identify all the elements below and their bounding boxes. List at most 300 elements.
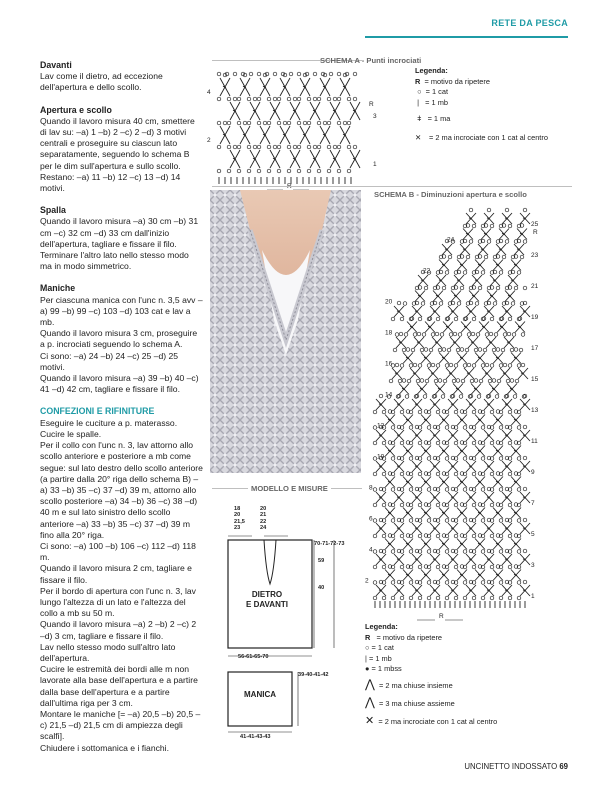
chain-icon	[440, 333, 444, 337]
chain-icon	[327, 97, 331, 101]
crossed-stitch-icon	[502, 301, 512, 317]
crossed-stitch-icon	[466, 518, 476, 534]
crossed-stitch-icon	[484, 549, 494, 565]
chain-icon	[373, 503, 377, 507]
crossed-stitch-icon	[520, 301, 530, 317]
chain-icon	[481, 596, 485, 600]
chain-icon	[499, 271, 503, 275]
schema-a-title: SCHEMA A - Punti incrociati	[320, 56, 422, 65]
chain-icon	[418, 472, 422, 476]
chain-icon	[267, 169, 271, 173]
chain-icon	[427, 550, 431, 554]
crossed-stitch-icon	[460, 239, 470, 255]
crossed-stitch-icon	[376, 580, 386, 596]
chain-icon	[472, 364, 476, 368]
chain-icon	[490, 410, 494, 414]
chain-icon	[424, 286, 428, 290]
crossed-stitch-icon	[430, 301, 440, 317]
single-crochet-icon: |	[417, 97, 419, 107]
chain-icon	[297, 97, 301, 101]
chain-icon	[400, 410, 404, 414]
row-number: 4	[207, 89, 211, 96]
legend-b-mbss: ● = 1 mbss	[365, 664, 402, 673]
chain-icon	[227, 121, 231, 125]
chain-icon	[445, 364, 449, 368]
chain-icon	[448, 255, 452, 259]
dim-width: 56-61-65-70	[238, 654, 269, 660]
chain-icon	[461, 379, 465, 383]
chain-icon	[337, 145, 341, 149]
crossed-stitch-icon	[511, 441, 521, 457]
chain-icon	[472, 317, 476, 321]
legend-a-repeat: R = motivo da ripetere	[415, 76, 490, 86]
chain-icon	[463, 457, 467, 461]
chain-icon	[481, 426, 485, 430]
crossed-stitch-icon	[421, 441, 431, 457]
chain-icon	[425, 379, 429, 383]
crossed-stitch-icon	[430, 549, 440, 565]
crossed-stitch-icon	[484, 301, 494, 317]
legend-b-cat: ○ = 1 cat	[365, 643, 394, 652]
schema-b-legend	[365, 622, 575, 727]
crossed-stitch-icon	[394, 518, 404, 534]
row-number: 4	[369, 546, 373, 554]
heading-apertura: Apertura e scollo	[40, 104, 112, 115]
crossed-stitch-icon	[520, 456, 530, 472]
crossed-stitch-icon	[376, 549, 386, 565]
crossed-stitch-icon	[403, 441, 413, 457]
legend-b-cross: ✕ = 2 ma incrociate con 1 cat al centro	[365, 714, 498, 727]
chain-icon	[483, 348, 487, 352]
chain-icon	[472, 565, 476, 569]
crossed-stitch-icon	[511, 534, 521, 550]
schema-b-title: SCHEMA B - Diminuzioni apertura e scollo	[374, 190, 527, 199]
chain-icon	[416, 379, 420, 383]
chain-icon	[476, 333, 480, 337]
chain-icon	[427, 519, 431, 523]
crossed-stitch-icon	[484, 456, 494, 472]
chain-icon	[313, 72, 317, 76]
crossed-stitch-icon	[394, 580, 404, 596]
chain-icon	[517, 519, 521, 523]
row-number: 1	[373, 161, 377, 168]
chain-icon	[382, 534, 386, 538]
chain-icon	[481, 519, 485, 523]
chain-icon	[267, 97, 271, 101]
chain-icon	[488, 379, 492, 383]
chain-icon	[521, 333, 525, 337]
para-maniche-4: Quando il lavoro misura –a) 39 –b) 40 –c) 41 –d) 42 cm, tagliare e fissare il filo.	[40, 373, 199, 395]
chain-icon	[508, 441, 512, 445]
chain-icon	[405, 395, 409, 399]
row-number: 1	[531, 593, 535, 600]
chain-icon	[460, 286, 464, 290]
crossed-stitch-icon	[502, 394, 512, 410]
chain-icon	[470, 379, 474, 383]
crossed-stitch-icon	[475, 255, 485, 271]
chain-icon	[391, 457, 395, 461]
chain-icon	[517, 596, 521, 600]
crossed-stitch-icon	[220, 73, 230, 96]
chain-icon	[454, 472, 458, 476]
chain-icon	[499, 596, 503, 600]
chain-icon	[382, 503, 386, 507]
chain-icon	[454, 534, 458, 538]
chain-icon	[505, 240, 509, 244]
dim-sleeve-width: 41-41-43-43	[240, 734, 271, 740]
crossed-stitch-icon	[433, 286, 443, 302]
chain-icon	[249, 72, 253, 76]
crossed-stitch-icon: ✕	[415, 132, 422, 142]
chain-icon	[499, 426, 503, 430]
chain-icon	[329, 72, 333, 76]
crossed-stitch-icon	[484, 487, 494, 503]
chain-icon	[307, 145, 311, 149]
chain-icon	[337, 121, 341, 125]
chain-icon	[478, 286, 482, 290]
chain-icon	[454, 565, 458, 569]
crossed-stitch-icon	[520, 580, 530, 596]
chain-icon	[445, 488, 449, 492]
chain-icon	[457, 302, 461, 306]
crossed-stitch-icon	[479, 317, 489, 333]
crossed-stitch-icon	[350, 97, 360, 120]
chain-icon	[217, 97, 221, 101]
chain-icon	[287, 121, 291, 125]
chain-icon	[391, 488, 395, 492]
chain-icon	[427, 364, 431, 368]
chain-icon	[517, 488, 521, 492]
chain-icon	[517, 271, 521, 275]
chain-icon	[493, 302, 497, 306]
chain-icon	[418, 565, 422, 569]
crossed-stitch-icon	[403, 503, 413, 519]
crossed-stitch-icon	[403, 410, 413, 426]
chain-icon	[445, 581, 449, 585]
chain-icon	[297, 145, 301, 149]
row-number: 20	[385, 298, 393, 306]
chain-icon	[519, 348, 523, 352]
chain-icon	[347, 121, 351, 125]
chain-icon	[227, 97, 231, 101]
crossed-stitch-icon	[481, 224, 491, 240]
chain-icon	[445, 519, 449, 523]
heading-maniche: Maniche	[40, 283, 76, 294]
section-tag: RETE DA PESCA	[491, 18, 568, 28]
chain-icon	[373, 565, 377, 569]
slip-stitch-icon: ●	[365, 664, 370, 673]
row-number: 19	[531, 314, 539, 321]
chain-icon	[400, 503, 404, 507]
chain-icon	[418, 364, 422, 368]
heading-spalla: Spalla	[40, 205, 66, 216]
page-footer	[464, 762, 568, 771]
chain-icon	[517, 581, 521, 585]
chain-icon	[456, 348, 460, 352]
row-number: 21	[531, 283, 539, 290]
chain-icon	[427, 457, 431, 461]
chain-icon	[472, 503, 476, 507]
legend-b-dec3: ⋀ = 3 ma chiuse assieme	[365, 695, 455, 709]
row-number: 17	[531, 345, 539, 352]
chain-icon	[427, 426, 431, 430]
crossed-stitch-icon	[520, 487, 530, 503]
legend-a-ma: ǂ = 1 ma	[417, 114, 451, 123]
chain-icon	[257, 97, 261, 101]
para-maniche-1: Per ciascuna manica con l'unc n. 3,5 avv –a) 99 –b) 99 –c) 103 –d) 103 cat e lav a mb.	[40, 294, 203, 328]
crossed-stitch-icon	[484, 518, 494, 534]
chain-icon	[327, 121, 331, 125]
chain-icon	[520, 255, 524, 259]
crossed-stitch-icon	[466, 456, 476, 472]
chain-icon	[400, 364, 404, 368]
crossed-stitch-icon	[448, 580, 458, 596]
crossed-stitch-icon	[439, 534, 449, 550]
crossed-stitch-icon	[502, 208, 512, 224]
chain-icon	[434, 379, 438, 383]
crossed-stitch-icon	[421, 472, 431, 488]
crossed-stitch-icon	[457, 410, 467, 426]
chain-icon	[523, 240, 527, 244]
chain-icon	[490, 503, 494, 507]
chain-icon	[497, 379, 501, 383]
chain-icon	[391, 426, 395, 430]
crossed-stitch-icon	[484, 394, 494, 410]
chain-icon	[442, 286, 446, 290]
row-number: 15	[531, 376, 539, 383]
chain-icon	[337, 72, 341, 76]
double-crochet-icon: ǂ	[417, 114, 422, 123]
crossed-stitch-icon	[439, 441, 449, 457]
chain-icon	[506, 379, 510, 383]
chain-icon	[499, 457, 503, 461]
crossed-stitch-icon	[515, 317, 525, 333]
crossed-stitch-icon	[412, 518, 422, 534]
crossed-stitch-icon	[457, 503, 467, 519]
chain-icon	[267, 121, 271, 125]
row-number: 3	[373, 113, 377, 120]
chain-icon	[317, 121, 321, 125]
chain-icon	[421, 302, 425, 306]
chain-icon	[237, 169, 241, 173]
crossed-stitch-icon	[487, 286, 497, 302]
single-crochet-icon: |	[365, 653, 367, 663]
crossed-stitch-icon	[448, 518, 458, 534]
chain-icon	[307, 97, 311, 101]
crossed-stitch-icon	[403, 534, 413, 550]
chain-icon	[499, 550, 503, 554]
crossed-stitch-icon	[394, 487, 404, 503]
chain-icon	[317, 169, 321, 173]
chain-icon	[436, 596, 440, 600]
crossed-stitch-icon	[448, 394, 458, 410]
chain-icon	[499, 581, 503, 585]
chain-icon	[510, 348, 514, 352]
chain-icon	[247, 97, 251, 101]
crossed-stitch-icon	[457, 565, 467, 581]
crossed-stitch-icon	[421, 410, 431, 426]
para-conf-8: Lav nello stesso modo sull'altro lato dell'apertura.	[40, 641, 176, 663]
chain-icon	[463, 596, 467, 600]
para-spalla: Quando il lavoro misura –a) 30 cm –b) 31 cm –c) 32 cm –d) 33 cm dall'inizio dell'apertura, tagliare e fissare il filo. Terminare l'altro lato nello stesso modo ma in modo simmetrico.	[40, 216, 199, 272]
chain-icon	[382, 472, 386, 476]
crossed-stitch-icon	[403, 472, 413, 488]
page-number: 69	[559, 762, 568, 771]
chain-icon	[490, 364, 494, 368]
crossed-stitch-icon	[496, 239, 506, 255]
chain-icon	[411, 348, 415, 352]
chain-icon	[409, 488, 413, 492]
crossed-stitch-icon	[421, 534, 431, 550]
crossed-stitch-icon	[502, 580, 512, 596]
chain-icon	[436, 410, 440, 414]
chain-icon	[391, 550, 395, 554]
para-conf-2: Cucire le spalle.	[40, 428, 102, 439]
chain-icon	[373, 488, 377, 492]
crossed-stitch-icon	[463, 224, 473, 240]
chain-icon	[490, 565, 494, 569]
chain-icon	[247, 121, 251, 125]
para-conf-1: Eseguire le cuciture a p. materasso.	[40, 417, 178, 428]
chain-icon	[463, 426, 467, 430]
legend-a-cat: ○ = 1 cat	[417, 87, 449, 96]
crossed-stitch-icon: ✕	[365, 714, 375, 727]
chain-icon	[463, 488, 467, 492]
para-conf-6: Per il bordo di apertura con l'unc n. 3, lav lungo l'altezza di un lato e l'altezza del collo a mb su 50 m.	[40, 585, 196, 619]
crossed-stitch-icon	[466, 208, 476, 224]
crossed-stitch-icon	[520, 394, 530, 410]
row-number: 2	[365, 577, 369, 585]
chain-icon	[495, 395, 499, 399]
dims-shoulder-left: 18 20 21,5 23	[234, 506, 245, 532]
chain-icon	[465, 348, 469, 352]
chain-icon	[472, 472, 476, 476]
chain-icon	[337, 97, 341, 101]
chain-icon	[436, 503, 440, 507]
row-number: 24	[447, 236, 455, 244]
chain-icon	[472, 534, 476, 538]
crossed-stitch-icon	[475, 534, 485, 550]
chain-icon	[247, 169, 251, 173]
chain-icon	[347, 145, 351, 149]
crossed-stitch-icon	[478, 239, 488, 255]
crossed-stitch-icon	[511, 503, 521, 519]
chain-icon	[463, 271, 467, 275]
chain-icon	[499, 488, 503, 492]
chain-icon	[445, 596, 449, 600]
crossed-stitch-icon	[497, 317, 507, 333]
chain-icon	[237, 97, 241, 101]
chain-icon	[508, 224, 512, 228]
chain-icon	[443, 379, 447, 383]
chain-icon	[407, 379, 411, 383]
crossed-stitch-icon	[475, 472, 485, 488]
chain-icon	[307, 121, 311, 125]
chain-icon	[217, 145, 221, 149]
row-number: 13	[531, 407, 539, 414]
row-number: 23	[531, 252, 539, 259]
chain-icon	[402, 348, 406, 352]
chain-icon	[490, 534, 494, 538]
chain-icon	[287, 145, 291, 149]
crossed-stitch-icon	[493, 565, 503, 581]
chain-icon	[391, 317, 395, 321]
chain-icon	[287, 97, 291, 101]
chain-icon	[217, 169, 221, 173]
chain-icon	[439, 302, 443, 306]
chain-icon	[418, 596, 422, 600]
para-conf-10: Montare le maniche [= –a) 20,5 –b) 20,5 –c) 21,5 –d) 21,5 cm di ampiezza degli scalfi].	[40, 708, 201, 742]
crossed-stitch-icon	[511, 255, 521, 271]
crossed-stitch-icon	[520, 208, 530, 224]
crossed-stitch-icon	[490, 270, 500, 286]
header-rule	[365, 36, 568, 38]
chain-icon	[445, 426, 449, 430]
crossed-stitch-icon	[457, 534, 467, 550]
crossed-stitch-icon	[407, 317, 417, 333]
chain-icon	[373, 534, 377, 538]
crossed-stitch-icon	[430, 487, 440, 503]
chain-icon	[436, 534, 440, 538]
chain-icon	[477, 395, 481, 399]
para-conf-11: Chiudere i sottomanica e i fianchi.	[40, 742, 169, 753]
crossed-stitch-icon	[385, 441, 395, 457]
chain-icon	[515, 379, 519, 383]
chain-icon	[418, 441, 422, 445]
chain-icon	[327, 145, 331, 149]
crossed-stitch-icon	[493, 503, 503, 519]
crossed-stitch-icon	[466, 425, 476, 441]
chain-icon	[327, 169, 331, 173]
chain-icon	[436, 317, 440, 321]
chain-icon	[490, 224, 494, 228]
crossed-stitch-icon	[394, 301, 404, 317]
crossed-stitch-icon	[518, 363, 528, 379]
model-photo	[210, 190, 361, 473]
modello-title: MODELLO E MISURE	[248, 484, 331, 493]
chain-icon	[511, 302, 515, 306]
chain-icon	[277, 145, 281, 149]
decrease-two-icon: ⋀	[365, 676, 375, 691]
crossed-stitch-icon	[493, 441, 503, 457]
chain-icon	[436, 364, 440, 368]
chain-icon	[227, 145, 231, 149]
schema-a-chart	[205, 66, 385, 190]
crossed-stitch-icon	[439, 410, 449, 426]
chain-icon	[508, 534, 512, 538]
chain-icon	[441, 395, 445, 399]
para-conf-5: Quando il lavoro misura 2 cm, tagliare e fissare il filo.	[40, 563, 192, 585]
chain-icon	[454, 410, 458, 414]
chain-icon	[237, 145, 241, 149]
crossed-stitch-icon	[385, 503, 395, 519]
row-number: 2	[207, 137, 211, 144]
chain-icon	[517, 364, 521, 368]
chain-icon	[502, 255, 506, 259]
row-number: 9	[531, 469, 535, 476]
crossed-stitch-icon	[466, 580, 476, 596]
chain-icon	[373, 410, 377, 414]
decrease-three-icon: ⋀	[365, 695, 375, 709]
chain-icon	[499, 364, 503, 368]
legend-a-cross: ✕ = 2 ma incrociate con 1 cat al centro	[415, 132, 548, 142]
chain-icon	[449, 333, 453, 337]
crossed-stitch-icon	[421, 565, 431, 581]
crossed-stitch-icon	[505, 286, 515, 302]
chain-icon	[485, 333, 489, 337]
chain-icon	[400, 317, 404, 321]
crossed-stitch-icon	[448, 425, 458, 441]
